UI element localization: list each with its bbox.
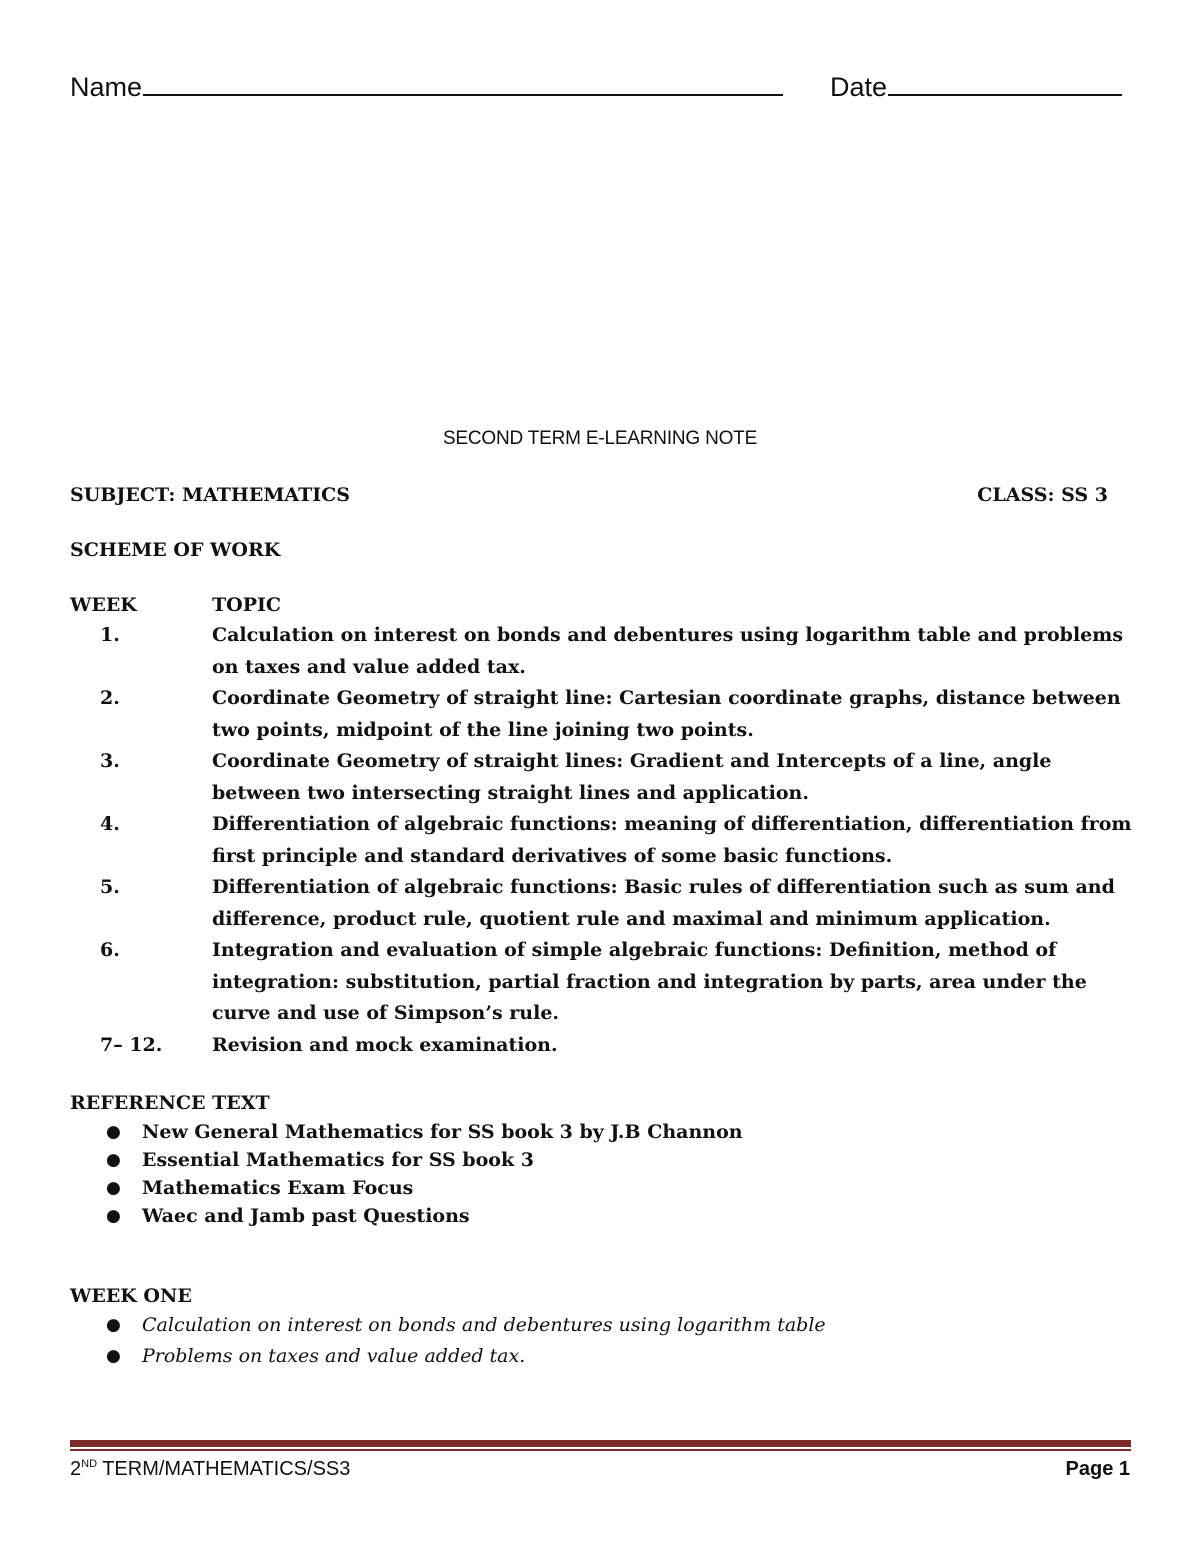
list-item [70, 1174, 743, 1202]
reference-item: Waec and Jamb past Questions [142, 1205, 470, 1227]
week-number: 5. [100, 876, 120, 898]
scheme-row [70, 1030, 1140, 1062]
reference-list [70, 1118, 743, 1230]
reference-heading: REFERENCE TEXT [70, 1092, 270, 1114]
list-item [70, 1146, 743, 1174]
week-number: 1. [100, 624, 120, 646]
document-title: SECOND TERM E-LEARNING NOTE [442, 428, 758, 449]
week-topic: Revision and mock examination. [212, 1033, 558, 1056]
scheme-row [70, 746, 1140, 809]
class-label: CLASS: SS 3 [977, 484, 1108, 506]
scheme-list [70, 620, 1140, 1061]
week-number: 7– 12. [100, 1033, 163, 1056]
footer-divider [70, 1440, 1131, 1447]
week-topic: Coordinate Geometry of straight lines: Gradient and Intercepts of a line, angle between two intersecting straight lines and application. [212, 750, 1052, 804]
week-topic: Coordinate Geometry of straight line: Cartesian coordinate graphs, distance between two points, midpoint of the line joining two points. [212, 687, 1121, 741]
topic-column-header: TOPIC [212, 594, 281, 616]
week-number: 2. [100, 687, 120, 709]
week-number: 4. [100, 813, 120, 835]
date-blank-line[interactable] [888, 93, 1122, 96]
bullet-icon: ● [106, 1315, 121, 1335]
week-one-list [70, 1310, 826, 1372]
page-number: Page 1 [1065, 1458, 1130, 1480]
footer-term-number: 2 [70, 1458, 82, 1480]
date-field [830, 72, 1122, 103]
week-topic: Integration and evaluation of simple algebraic functions: Definition, method of integration: substitution, partial fraction and integration by parts, area under the curve and use of Simpson’s rule. [212, 939, 1087, 1024]
name-field [70, 72, 783, 103]
scheme-row [70, 683, 1140, 746]
scheme-row [70, 620, 1140, 683]
week-number: 3. [100, 750, 120, 772]
subject-label: SUBJECT: MATHEMATICS [70, 484, 350, 506]
footer-course-label [70, 1458, 350, 1481]
week-one-heading: WEEK ONE [70, 1285, 192, 1307]
footer-course-text: TERM/MATHEMATICS/SS3 [97, 1458, 351, 1480]
bullet-icon: ● [106, 1346, 121, 1366]
week-topic: Differentiation of algebraic functions: Basic rules of differentiation such as sum and difference, product rule, quotient rule and maximal and minimum application. [212, 876, 1115, 930]
week-topic: Differentiation of algebraic functions: meaning of differentiation, differentiation from first principle and standard derivatives of some basic functions. [212, 813, 1132, 867]
reference-item: Essential Mathematics for SS book 3 [142, 1149, 534, 1171]
scheme-row [70, 872, 1140, 935]
scheme-row [70, 935, 1140, 1030]
list-item [70, 1310, 826, 1341]
bullet-icon: ● [106, 1122, 121, 1142]
list-item [70, 1341, 826, 1372]
date-label: Date [830, 72, 888, 102]
bullet-icon: ● [106, 1150, 121, 1170]
reference-item: Mathematics Exam Focus [142, 1177, 414, 1199]
week-one-item: Problems on taxes and value added tax. [142, 1345, 526, 1367]
week-one-item: Calculation on interest on bonds and debentures using logarithm table [142, 1314, 826, 1336]
name-blank-line[interactable] [143, 93, 783, 96]
week-topic: Calculation on interest on bonds and debentures using logarithm table and problems on taxes and value added tax. [212, 624, 1124, 678]
footer-divider-thin [70, 1449, 1131, 1451]
scheme-row [70, 809, 1140, 872]
scheme-heading: SCHEME OF WORK [70, 539, 281, 561]
footer-term-suffix: ND [81, 1458, 98, 1470]
reference-item: New General Mathematics for SS book 3 by J.B Channon [142, 1121, 743, 1143]
bullet-icon: ● [106, 1206, 121, 1226]
bullet-icon: ● [106, 1178, 121, 1198]
week-column-header: WEEK [70, 594, 137, 616]
name-label: Name [70, 72, 143, 102]
week-number: 6. [100, 939, 120, 961]
list-item [70, 1202, 743, 1230]
list-item [70, 1118, 743, 1146]
